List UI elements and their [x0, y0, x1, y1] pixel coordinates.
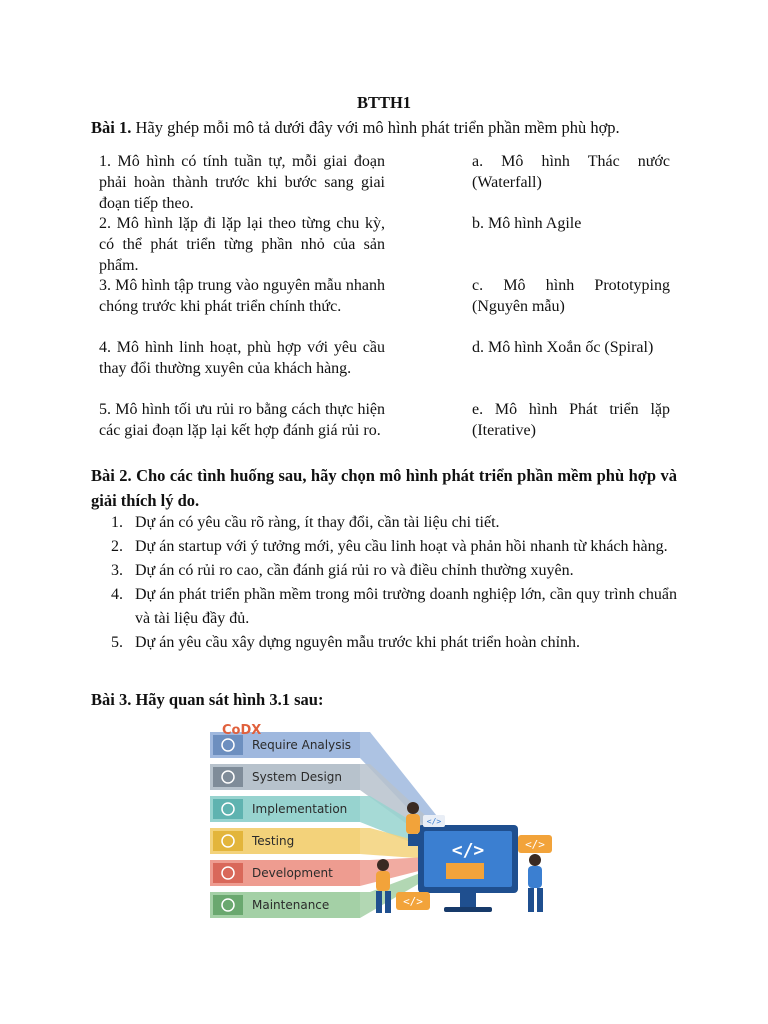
model-cell: c. Mô hình Prototyping (Nguyên mẫu) — [472, 277, 670, 315]
matching-row — [91, 213, 677, 275]
scenario-list — [111, 511, 677, 655]
description-cell: 2. Mô hình lặp đi lặp lại theo từng chu kỳ, có thể phát triển từng phần nhỏ của sản phẩm. — [99, 215, 385, 274]
stage-row — [210, 828, 360, 854]
exercise-3-heading: Bài 3. Hãy quan sát hình 3.1 sau: — [91, 690, 324, 709]
description-cell: 1. Mô hình có tính tuần tự, mỗi giai đoạn phải hoàn thành trước khi bước sang giai đoạn tiếp theo. — [99, 153, 385, 212]
sdlc-figure — [208, 720, 558, 925]
exercise-1-label: Bài 1. — [91, 118, 132, 137]
design-board-icon — [213, 767, 243, 787]
monitor-illustration — [418, 825, 518, 912]
matching-row — [91, 337, 677, 399]
stage-label: Testing — [252, 834, 295, 848]
codx-logo: CoDX — [222, 723, 262, 738]
matching-row — [91, 151, 677, 213]
scenario-item — [111, 511, 677, 535]
matching-row — [91, 275, 677, 337]
monitor-stand — [460, 893, 476, 907]
person-right — [528, 854, 543, 912]
code-tag-top-text: </> — [426, 817, 442, 826]
scenario-number: 4. — [111, 586, 123, 603]
scenario-number: 1. — [111, 514, 123, 531]
matching-row — [91, 399, 677, 461]
scenario-item — [111, 583, 677, 631]
magnifier-chart-icon — [213, 735, 243, 755]
stage-row — [210, 892, 360, 918]
model-cell: b. Mô hình Agile — [472, 215, 582, 232]
stage-label: Maintenance — [252, 898, 330, 912]
stage-row — [210, 796, 360, 822]
description-cell: 5. Mô hình tối ưu rủi ro bằng cách thực hiện các giai đoạn lặp lại kết hợp đánh giá rủi ro. — [99, 401, 385, 439]
scenario-item — [111, 535, 677, 559]
code-tag-right — [518, 835, 552, 853]
scenario-text: Dự án startup với ý tưởng mới, yêu cầu linh hoạt và phản hồi nhanh từ khách hàng. — [135, 538, 668, 555]
stage-row — [210, 764, 360, 790]
stage-row — [210, 860, 360, 886]
stage-list — [210, 732, 360, 918]
stage-label: Implementation — [252, 802, 348, 816]
scenario-item — [111, 559, 677, 583]
stage-label: Development — [252, 866, 333, 880]
browser-code-icon — [213, 863, 243, 883]
scenario-number: 2. — [111, 538, 123, 555]
scenario-item — [111, 631, 677, 655]
test-sheet-icon — [213, 831, 243, 851]
scenario-text: Dự án có rủi ro cao, cần đánh giá rủi ro và điều chỉnh thường xuyên. — [135, 562, 574, 579]
model-cell: e. Mô hình Phát triển lặp (Iterative) — [472, 401, 670, 439]
server-gear-icon — [213, 895, 243, 915]
exercise-1-prompt — [91, 118, 691, 138]
code-tag-right-text: </> — [525, 838, 545, 851]
description-cell: 3. Mô hình tập trung vào nguyên mẫu nhanh chóng trước khi phát triển chính thức. — [99, 277, 385, 315]
stage-label: Require Analysis — [252, 738, 352, 752]
code-symbol-main: </> — [451, 840, 485, 861]
stage-label: System Design — [252, 770, 342, 784]
code-tag-left-text: </> — [403, 895, 423, 908]
description-cell: 4. Mô hình linh hoạt, phù hợp với yêu cầu thay đổi thường xuyên của khách hàng. — [99, 339, 385, 377]
matching-table — [91, 151, 677, 461]
person-top — [406, 802, 420, 846]
scenario-number: 3. — [111, 562, 123, 579]
scenario-text: Dự án yêu cầu xây dựng nguyên mẫu trước khi phát triển hoàn chỉnh. — [135, 634, 581, 651]
sdlc-illustration — [208, 720, 558, 925]
exercise-1-text: Hãy ghép mỗi mô tả dưới đây với mô hình phát triển phần mềm phù hợp. — [135, 118, 620, 137]
scenario-text: Dự án có yêu cầu rõ ràng, ít thay đổi, cần tài liệu chi tiết. — [135, 514, 500, 531]
open-box — [446, 863, 484, 879]
model-cell: d. Mô hình Xoắn ốc (Spiral) — [472, 339, 654, 356]
document-title: BTTH1 — [356, 93, 412, 112]
scenario-number: 5. — [111, 634, 123, 651]
monitor-base — [444, 907, 492, 912]
exercise-2-heading: Bài 2. Cho các tình huống sau, hãy chọn mô hình phát triển phần mềm phù hợp và giải thích lý do. — [91, 466, 677, 510]
code-tag-left — [396, 892, 430, 910]
code-tag-top — [423, 815, 445, 827]
model-cell: a. Mô hình Thác nước (Waterfall) — [472, 153, 670, 191]
scenario-text: Dự án phát triển phần mềm trong môi trường doanh nghiệp lớn, cần quy trình chuẩn và tài liệu đầy đủ. — [135, 586, 677, 627]
gears-icon — [213, 799, 243, 819]
